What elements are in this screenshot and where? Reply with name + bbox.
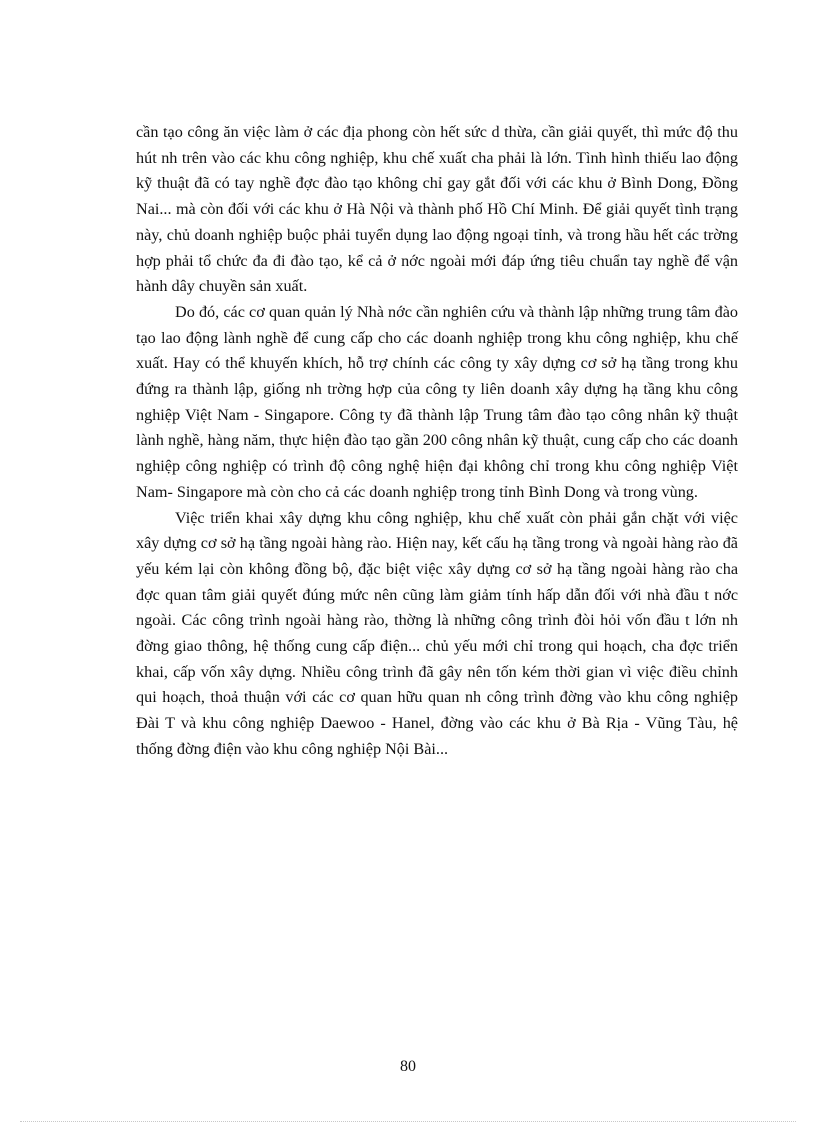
body-text bbox=[136, 120, 738, 763]
page-bottom-divider bbox=[20, 1121, 796, 1122]
paragraph-3: Việc triển khai xây dựng khu công nghiệp, khu chế xuất còn phải gắn chặt với việc xây dựng cơ sở hạ tầng ngoài hàng rào. Hiện nay, kết cấu hạ tầng trong và ngoài hàng rào đã yếu kém lại còn không đồng bộ, đặc biệt việc xây dựng cơ sở hạ tầng ngoài hàng rào cha đợc quan tâm giải quyết đúng mức nên cũng làm giảm tính hấp dẫn đối với nhà đầu t nớc ngoài. Các công trình ngoài hàng rào, thờng là những công trình đòi hỏi vốn đầu t lớn nh đờng giao thông, hệ thống cung cấp điện... chủ yếu mới chỉ trong qui hoạch, cha đợc triển khai, cấp vốn xây dựng. Nhiều công trình đã gây nên tốn kém thời gian vì việc điều chỉnh qui hoạch, thoả thuận với các cơ quan hữu quan nh công trình đờng vào khu công nghiệp Đài T và khu công nghiệp Daewoo - Hanel, đờng vào các khu ở Bà Rịa - Vũng Tàu, hệ thống đờng điện vào khu công nghiệp Nội Bài... bbox=[136, 508, 738, 758]
paragraph-1: cần tạo công ăn việc làm ở các địa phong còn hết sức d thừa, cần giải quyết, thì mức độ thu hút nh trên vào các khu công nghiệp, khu chế xuất cha phải là lớn. Tình hình thiếu lao động kỹ thuật đã có tay nghề đợc đào tạo không chỉ gay gắt đối với các khu ở Bình Dong, Đồng Nai... mà còn đối với các khu ở Hà Nội và thành phố Hồ Chí Minh. Để giải quyết tình trạng này, chủ doanh nghiệp buộc phải tuyển dụng lao động ngoại tỉnh, và trong hầu hết các trờng hợp phải tổ chức đa đi đào tạo, kể cả ở nớc ngoài mới đáp ứng tiêu chuẩn tay nghề để vận hành dây chuyền sản xuất. bbox=[136, 123, 738, 296]
paragraph-2: Do đó, các cơ quan quản lý Nhà nớc cần nghiên cứu và thành lập những trung tâm đào tạo lao động lành nghề để cung cấp cho các doanh nghiệp trong khu công nghiệp, khu chế xuất. Hay có thể khuyến khích, hỗ trợ chính các công ty xây dựng cơ sở hạ tầng trong khu đứng ra thành lập, giống nh trờng hợp của công ty liên doanh xây dựng hạ tầng khu công nghiệp Việt Nam - Singapore. Công ty đã thành lập Trung tâm đào tạo công nhân kỹ thuật lành nghề, hàng năm, thực hiện đào tạo gần 200 công nhân kỹ thuật, cung cấp cho các doanh nghiệp công nghiệp có trình độ công nghệ hiện đại không chỉ trong khu công nghiệp Việt Nam- Singapore mà còn cho cả các doanh nghiệp trong tỉnh Bình Dong và trong vùng. bbox=[136, 302, 738, 501]
page-number: 80 bbox=[400, 1058, 416, 1075]
